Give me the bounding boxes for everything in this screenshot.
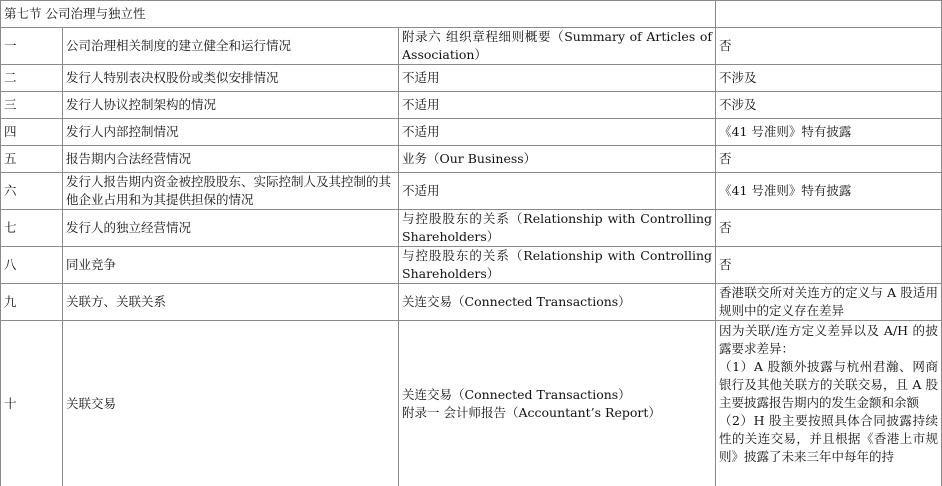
row-number: 四 (4, 124, 17, 139)
section-title-blank-cell (715, 0, 942, 27)
reference-cell (398, 246, 715, 283)
item-text: 发行人内部控制情况 (66, 124, 179, 139)
reference-text: 不适用 (402, 124, 440, 139)
item-cell (62, 91, 398, 118)
item-cell (62, 320, 398, 486)
reference-text: 不适用 (402, 183, 440, 198)
item-cell (62, 145, 398, 172)
row-number: 九 (4, 294, 17, 309)
note-cell (715, 91, 942, 118)
note-text: 《41 号准则》特有披露 (719, 183, 852, 198)
item-text: 发行人特别表决权股份或类似安排情况 (66, 70, 279, 85)
reference-cell (398, 283, 715, 320)
table-row (0, 246, 942, 283)
row-number: 五 (4, 151, 17, 166)
note-cell (715, 246, 942, 283)
table-row (0, 172, 942, 209)
item-cell (62, 172, 398, 209)
note-cell (715, 209, 942, 246)
table-row (0, 209, 942, 246)
note-text: 香港联交所对关连方的定义与 A 股适用规则中的定义存在差异 (719, 285, 938, 318)
reference-text: 与控股股东的关系（Relationship with Controlling Shareholders） (402, 211, 712, 244)
row-number-cell (0, 91, 62, 118)
reference-text: 关连交易（Connected Transactions） 附录一 会计师报告（Accountant’s Report） (402, 386, 661, 420)
row-number: 一 (4, 38, 17, 53)
reference-text: 业务（Our Business） (402, 151, 537, 166)
note-cell (715, 118, 942, 145)
row-number-cell (0, 118, 62, 145)
note-text: 否 (719, 151, 732, 166)
item-cell (62, 64, 398, 91)
table-row (0, 64, 942, 91)
note-text: 否 (719, 38, 732, 53)
item-text: 关联方、关联关系 (66, 294, 167, 309)
table-row (0, 145, 942, 172)
item-text: 公司治理相关制度的建立健全和运行情况 (66, 38, 292, 53)
reference-text: 与控股股东的关系（Relationship with Controlling Shareholders） (402, 248, 712, 281)
note-cell (715, 283, 942, 320)
note-text: 不涉及 (719, 97, 757, 112)
item-text: 报告期内合法经营情况 (66, 151, 192, 166)
reference-text: 不适用 (402, 70, 440, 85)
item-text: 发行人的独立经营情况 (66, 220, 192, 235)
note-text: 《41 号准则》特有披露 (719, 124, 852, 139)
row-number-cell (0, 283, 62, 320)
row-number-cell (0, 209, 62, 246)
reference-cell (398, 118, 715, 145)
reference-text: 附录六 组织章程细则概要（Summary of Articles of Association） (402, 29, 712, 62)
section-header-row (0, 0, 942, 27)
row-number: 二 (4, 70, 17, 85)
reference-text: 关连交易（Connected Transactions） (402, 294, 631, 309)
row-number-cell (0, 172, 62, 209)
item-cell (62, 27, 398, 64)
table-row (0, 320, 942, 486)
item-text: 发行人协议控制架构的情况 (66, 97, 217, 112)
note-text: 否 (719, 220, 732, 235)
section-title-cell (0, 0, 715, 27)
row-number: 八 (4, 257, 17, 272)
row-number: 六 (4, 183, 17, 198)
table-row (0, 118, 942, 145)
item-text: 同业竞争 (66, 257, 117, 272)
row-number: 三 (4, 97, 17, 112)
reference-text: 不适用 (402, 97, 440, 112)
item-cell (62, 246, 398, 283)
reference-cell (398, 91, 715, 118)
item-cell (62, 118, 398, 145)
row-number: 十 (4, 395, 17, 411)
table-row (0, 283, 942, 320)
item-text: 发行人报告期内资金被控股股东、实际控制人及其控制的其他企业占用和为其提供担保的情况 (66, 174, 392, 207)
item-cell (62, 283, 398, 320)
reference-cell (398, 145, 715, 172)
reference-cell (398, 172, 715, 209)
note-cell (715, 64, 942, 91)
note-text: 因为关联/连方定义差异以及 A/H 的披露要求差异： （1）A 股额外披露与杭州君瀚、网商银行及其他关联方的关联交易，且 A 股主要披露报告期内的发生金额和余额 （2）H 股主要按照具体合同披露持续性的关连交易，并且根据《香港上市规则》披露了未来三年中每年的持 (719, 323, 938, 464)
reference-cell (398, 320, 715, 486)
reference-cell (398, 64, 715, 91)
row-number-cell (0, 145, 62, 172)
row-number-cell (0, 320, 62, 486)
row-number: 七 (4, 220, 17, 235)
item-cell (62, 209, 398, 246)
item-text: 关联交易 (66, 395, 117, 411)
section-title: 第七节 公司治理与独立性 (4, 6, 146, 21)
note-cell (715, 27, 942, 64)
row-number-cell (0, 27, 62, 64)
note-cell (715, 320, 942, 486)
reference-cell (398, 209, 715, 246)
note-text: 否 (719, 257, 732, 272)
table-row (0, 27, 942, 64)
note-cell (715, 145, 942, 172)
row-number-cell (0, 246, 62, 283)
note-cell (715, 172, 942, 209)
reference-cell (398, 27, 715, 64)
table-row (0, 91, 942, 118)
note-text: 不涉及 (719, 70, 757, 85)
row-number-cell (0, 64, 62, 91)
